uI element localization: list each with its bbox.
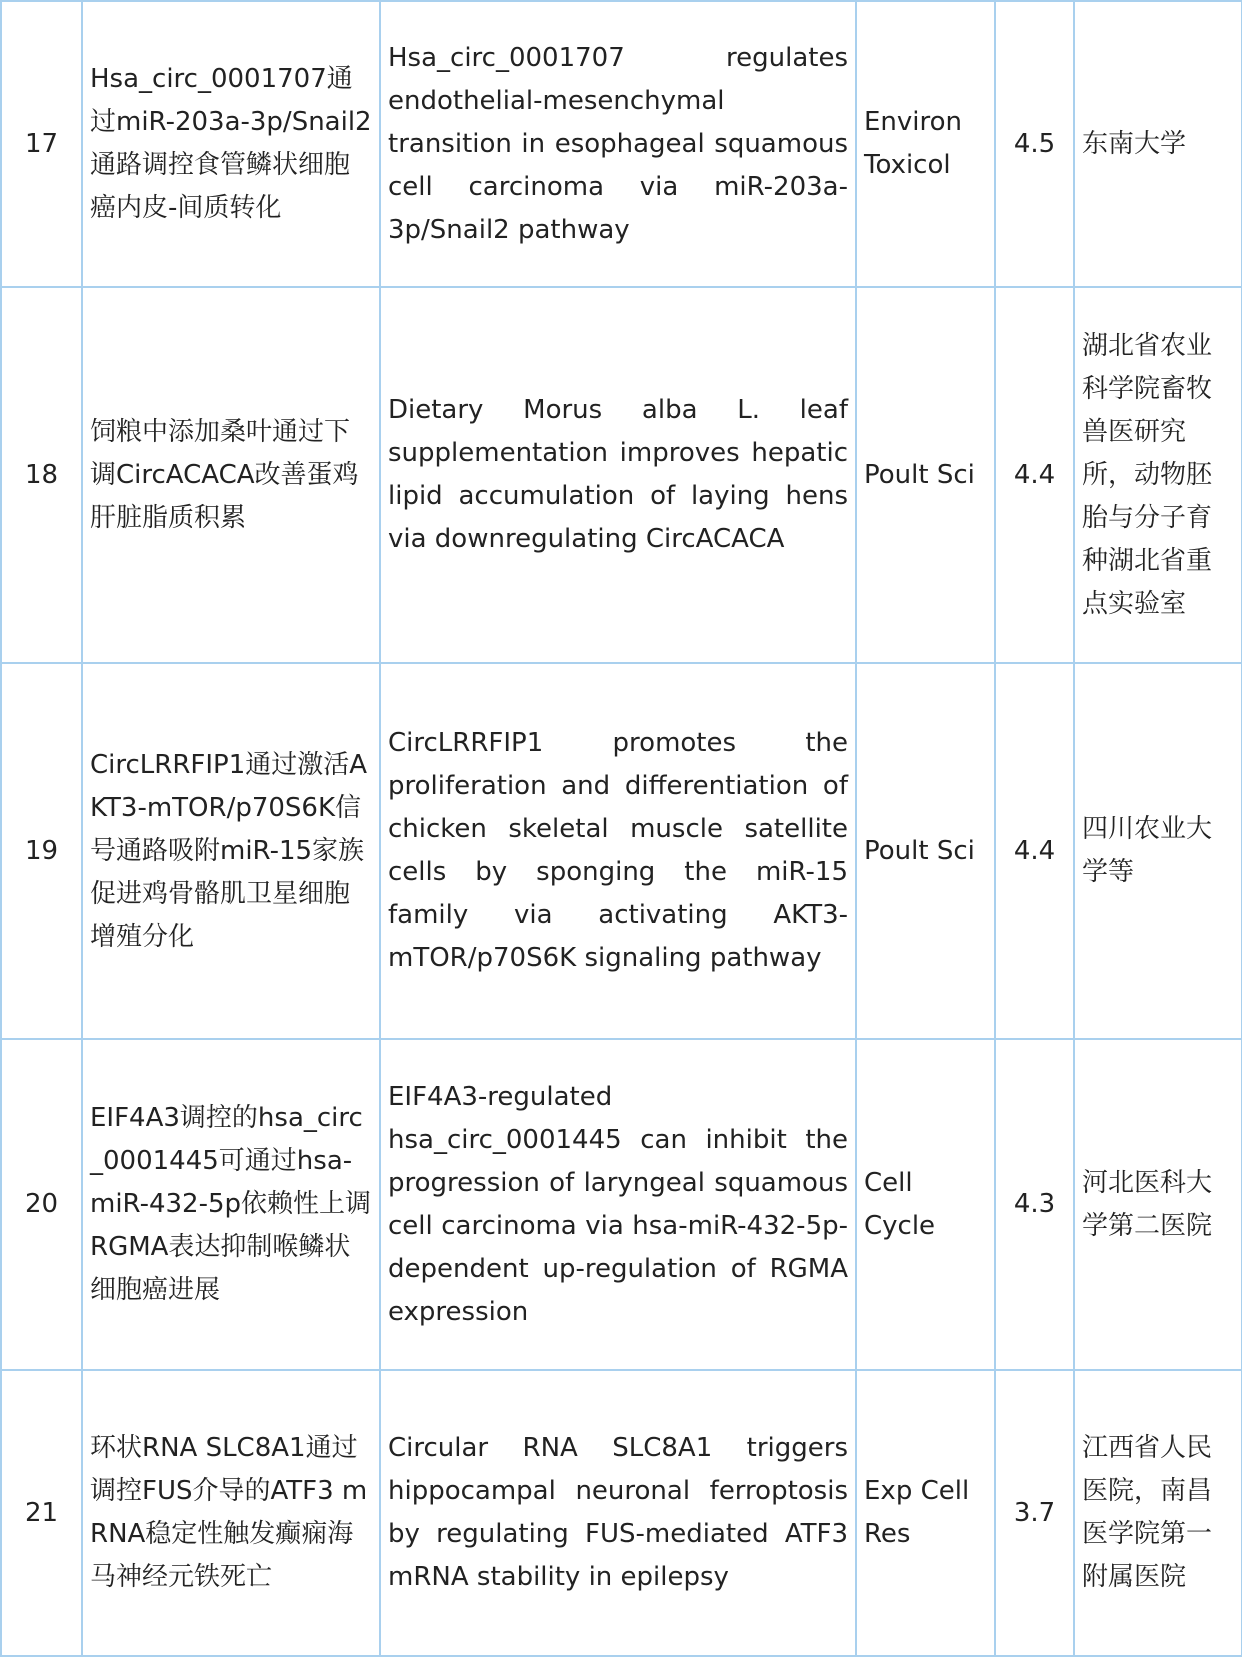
journal-name: Exp Cell Res — [856, 1370, 995, 1656]
table-row — [1, 1039, 1242, 1370]
institution: 湖北省农业科学院畜牧兽医研究所，动物胚胎与分子育种湖北省重点实验室 — [1074, 287, 1242, 663]
institution: 河北医科大学第二医院 — [1074, 1039, 1242, 1370]
impact-factor: 3.7 — [995, 1370, 1074, 1656]
impact-factor: 4.5 — [995, 1, 1074, 287]
english-title: EIF4A3-regulated hsa_circ_0001445 can inhibit the progression of laryngeal squamous cell carcinoma via hsa-miR-432-5p-dependent up-regulation of RGMA expression — [380, 1039, 856, 1370]
english-title: Circular RNA SLC8A1 triggers hippocampal neuronal ferroptosis by regulating FUS-mediated ATF3 mRNA stability in epilepsy — [380, 1370, 856, 1656]
impact-factor: 4.4 — [995, 287, 1074, 663]
journal-name: Cell Cycle — [856, 1039, 995, 1370]
english-title: Hsa_circ_0001707 regulates endothelial-mesenchymal transition in esophageal squamous cell carcinoma via miR-203a-3p/Snail2 pathway — [380, 1, 856, 287]
row-number: 20 — [1, 1039, 82, 1370]
impact-factor: 4.4 — [995, 663, 1074, 1039]
row-number: 17 — [1, 1, 82, 287]
chinese-title: 饲粮中添加桑叶通过下调CircACACA改善蛋鸡肝脏脂质积累 — [82, 287, 380, 663]
institution: 四川农业大学等 — [1074, 663, 1242, 1039]
chinese-title: 环状RNA SLC8A1通过调控FUS介导的ATF3 mRNA稳定性触发癫痫海马神经元铁死亡 — [82, 1370, 380, 1656]
journal-name: Poult Sci — [856, 663, 995, 1039]
journal-name: Environ Toxicol — [856, 1, 995, 287]
row-number: 19 — [1, 663, 82, 1039]
row-number: 18 — [1, 287, 82, 663]
row-number: 21 — [1, 1370, 82, 1656]
institution: 江西省人民医院，南昌医学院第一附属医院 — [1074, 1370, 1242, 1656]
english-title: Dietary Morus alba L. leaf supplementation improves hepatic lipid accumulation of laying hens via downregulating CircACACA — [380, 287, 856, 663]
table-row — [1, 663, 1242, 1039]
chinese-title: CircLRRFIP1通过激活AKT3-mTOR/p70S6K信号通路吸附miR-15家族促进鸡骨骼肌卫星细胞增殖分化 — [82, 663, 380, 1039]
institution: 东南大学 — [1074, 1, 1242, 287]
impact-factor: 4.3 — [995, 1039, 1074, 1370]
chinese-title: Hsa_circ_0001707通过miR-203a-3p/Snail2通路调控食管鳞状细胞癌内皮-间质转化 — [82, 1, 380, 287]
table-row — [1, 1370, 1242, 1656]
journal-name: Poult Sci — [856, 287, 995, 663]
english-title: CircLRRFIP1 promotes the proliferation and differentiation of chicken skeletal muscle satellite cells by sponging the miR-15 family via activating AKT3-mTOR/p70S6K signaling pathway — [380, 663, 856, 1039]
chinese-title: EIF4A3调控的hsa_circ_0001445可通过hsa-miR-432-5p依赖性上调RGMA表达抑制喉鳞状细胞癌进展 — [82, 1039, 380, 1370]
table-row — [1, 287, 1242, 663]
table-row — [1, 1, 1242, 287]
